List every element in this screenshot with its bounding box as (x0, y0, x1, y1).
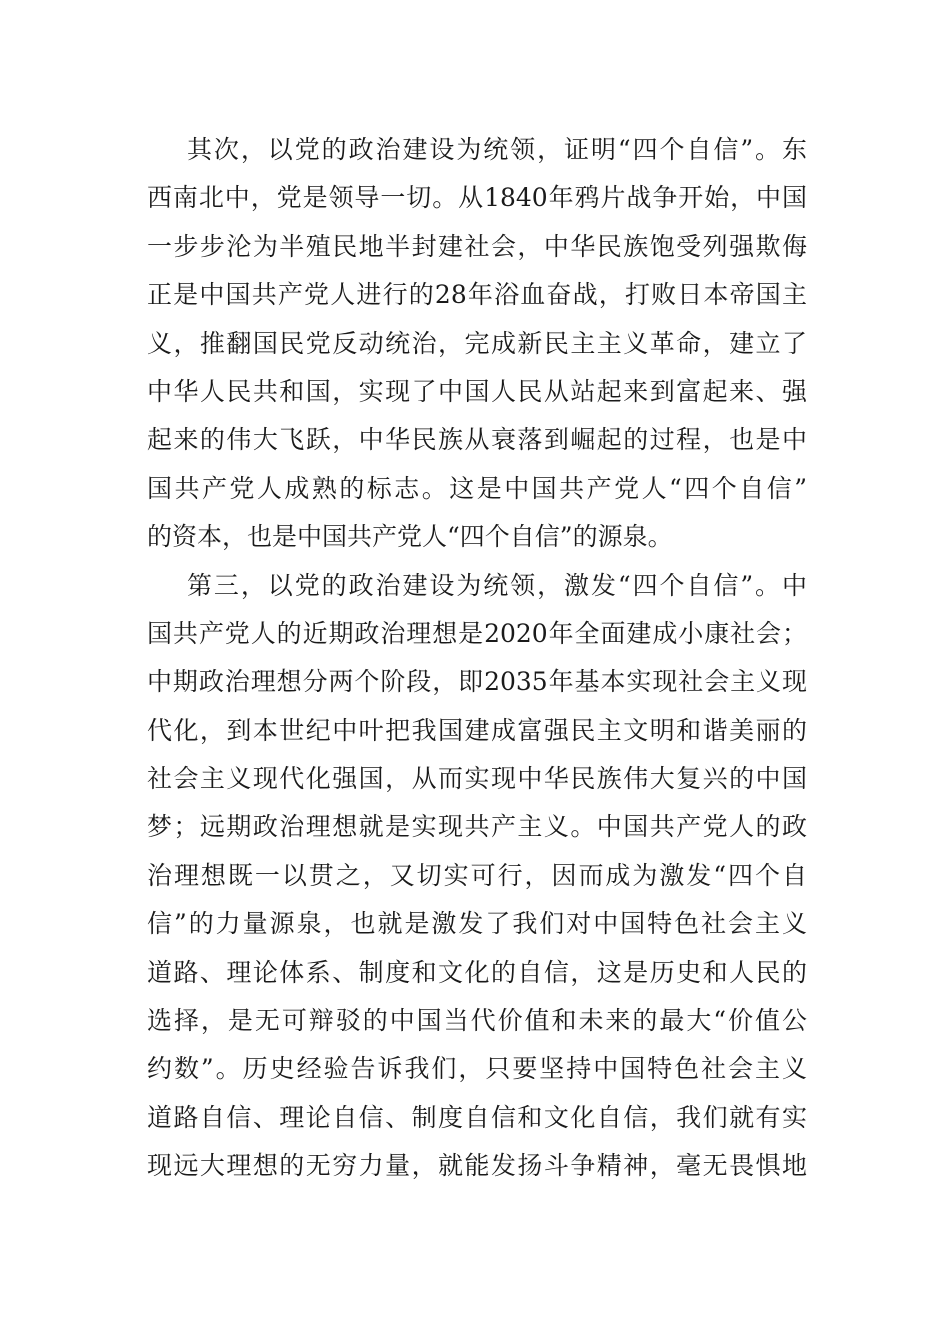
document-body (147, 126, 807, 1191)
paragraph-line: 其次，以党的政治建设为统领，证明“四个自信”。东 (187, 135, 807, 164)
paragraph-line: 梦；远期政治理想就是实现共产主义。中国共产党人的政 (147, 812, 807, 842)
paragraph-line: 社会主义现代化强国，从而实现中华民族伟大复兴的中国 (147, 764, 807, 794)
paragraph-line: 代化，到本世纪中叶把我国建成富强民主文明和谐美丽的 (147, 715, 807, 745)
paragraph-2 (147, 562, 807, 1191)
paragraph-line: 中华人民共和国，实现了中国人民从站起来到富起来、强 (147, 376, 807, 406)
paragraph-line: 信”的力量源泉，也就是激发了我们对中国特色社会主义 (147, 909, 807, 939)
paragraph-line: 西南北中，党是领导一切。从1840年鸦片战争开始，中国 (147, 183, 807, 213)
paragraph-1 (147, 126, 807, 562)
paragraph-line: 正是中国共产党人进行的28年浴血奋战，打败日本帝国主 (147, 280, 807, 310)
paragraph-line: 中期政治理想分两个阶段，即2035年基本实现社会主义现 (147, 667, 807, 697)
paragraph-line: 一步步沦为半殖民地半封建社会，中华民族饱受列强欺侮 (147, 231, 807, 261)
paragraph-line: 第三，以党的政治建设为统领，激发“四个自信”。中 (187, 570, 807, 600)
paragraph-line: 选择，是无可辩驳的中国当代价值和未来的最大“价值公 (147, 1006, 807, 1036)
paragraph-line: 国共产党人成熟的标志。这是中国共产党人“四个自信” (147, 473, 807, 503)
paragraph-line: 义，推翻国民党反动统治，完成新民主主义革命，建立了 (147, 328, 807, 358)
paragraph-line: 约数”。历史经验告诉我们，只要坚持中国特色社会主义 (147, 1054, 807, 1084)
paragraph-line: 道路自信、理论自信、制度自信和文化自信，我们就有实 (147, 1102, 807, 1132)
paragraph-line: 起来的伟大飞跃，中华民族从衰落到崛起的过程，也是中 (147, 425, 807, 455)
paragraph-line: 国共产党人的近期政治理想是2020年全面建成小康社会； (147, 618, 807, 648)
paragraph-line: 道路、理论体系、制度和文化的自信，这是历史和人民的 (147, 957, 807, 987)
paragraph-line: 的资本，也是中国共产党人“四个自信”的源泉。 (147, 522, 673, 552)
paragraph-line: 现远大理想的无穷力量，就能发扬斗争精神，毫无畏惧地 (147, 1151, 807, 1181)
paragraph-line: 治理想既一以贯之，又切实可行，因而成为激发“四个自 (147, 860, 807, 890)
